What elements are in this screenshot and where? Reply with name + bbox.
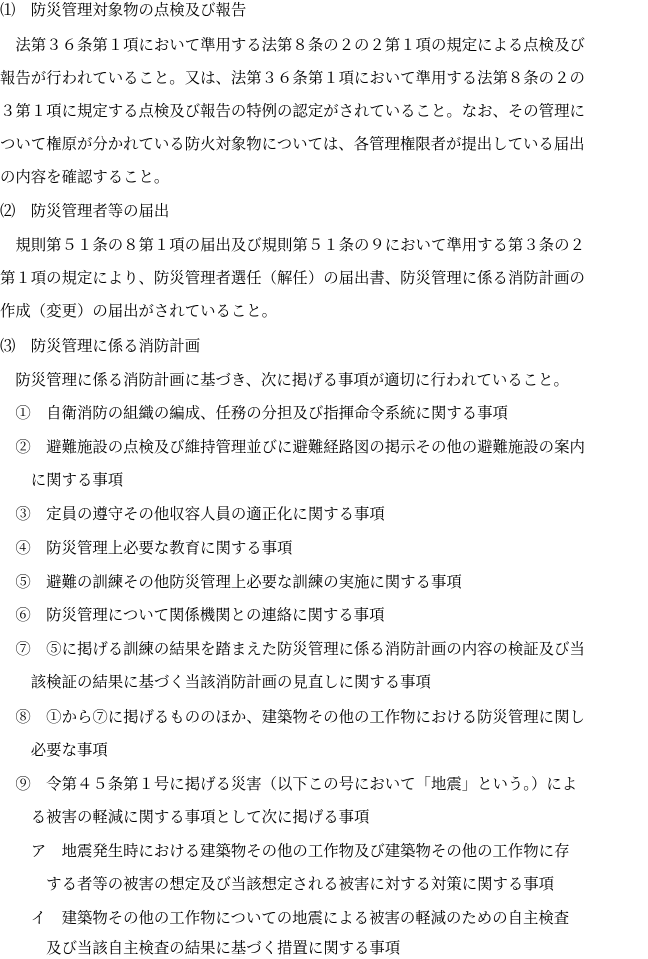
sub-list-item: ア 地震発生時における建築物その他の工作物及び建築物その他の工作物に存 [0,842,570,860]
list-item-continuation: る被害の軽減に関する事項として次に掲げる事項 [0,808,370,826]
list-item-continuation: 該検証の結果に基づく当該消防計画の見直しに関する事項 [0,673,431,691]
heading-fire-plan: ⑶ 防災管理に係る消防計画 [0,337,201,355]
list-item: ① 自衛消防の組織の編成、任務の分担及び指揮命令系統に関する事項 [0,404,508,422]
list-item: ② 避難施設の点検及び維持管理並びに避難経路図の掲示その他の避難施設の案内 [0,438,585,456]
paragraph-line: 作成（変更）の届出がされていること。 [0,302,278,320]
list-item-continuation: に関する事項 [0,471,124,489]
paragraph-line: ついて権原が分かれている防火対象物については、各管理権限者が提出している届出 [0,135,585,153]
paragraph-line: 法第３６条第１項において準用する法第８条の２の２第１項の規定による点検及び [0,36,585,54]
heading-inspection-report: ⑴ 防災管理対象物の点検及び報告 [0,1,247,19]
sub-list-item-continuation: 及び当該自主検査の結果に基づく措置に関する事項 [0,939,401,957]
paragraph-line: 規則第５１条の８第１項の届出及び規則第５１条の９において準用する第３条の２ [0,236,585,254]
paragraph-line: ３第１項に規定する点検及び報告の特例の認定がされていること。なお、その管理に [0,102,585,120]
paragraph-line: 第１項の規定により、防災管理者選任（解任）の届出書、防災管理に係る消防計画の [0,269,585,287]
paragraph-line: 報告が行われていること。又は、法第３６条第１項において準用する法第８条の２の [0,69,585,87]
list-item: ⑧ ①から⑦に掲げるもののほか、建築物その他の工作物における防災管理に関し [0,708,585,726]
list-item: ⑦ ⑤に掲げる訓練の結果を踏まえた防災管理に係る消防計画の内容の検証及び当 [0,640,585,658]
heading-manager-notification: ⑵ 防災管理者等の届出 [0,202,170,220]
list-item: ⑨ 令第４５条第１号に掲げる災害（以下この号において「地震」という。）によ [0,775,578,793]
sub-list-item: イ 建築物その他の工作物についての地震による被害の軽減のための自主検査 [0,909,570,927]
list-item: ③ 定員の遵守その他収容人員の適正化に関する事項 [0,505,385,523]
sub-list-item-continuation: する者等の被害の想定及び当該想定される被害に対する対策に関する事項 [0,875,555,893]
list-item-continuation: 必要な事項 [0,741,108,759]
list-item: ⑤ 避難の訓練その他防災管理上必要な訓練の実施に関する事項 [0,573,462,591]
list-item: ④ 防災管理上必要な教育に関する事項 [0,539,293,557]
list-item: ⑥ 防災管理について関係機関との連絡に関する事項 [0,606,385,624]
paragraph-line: の内容を確認すること。 [0,168,170,186]
paragraph-line: 防災管理に係る消防計画に基づき、次に掲げる事項が適切に行われていること。 [0,371,569,389]
